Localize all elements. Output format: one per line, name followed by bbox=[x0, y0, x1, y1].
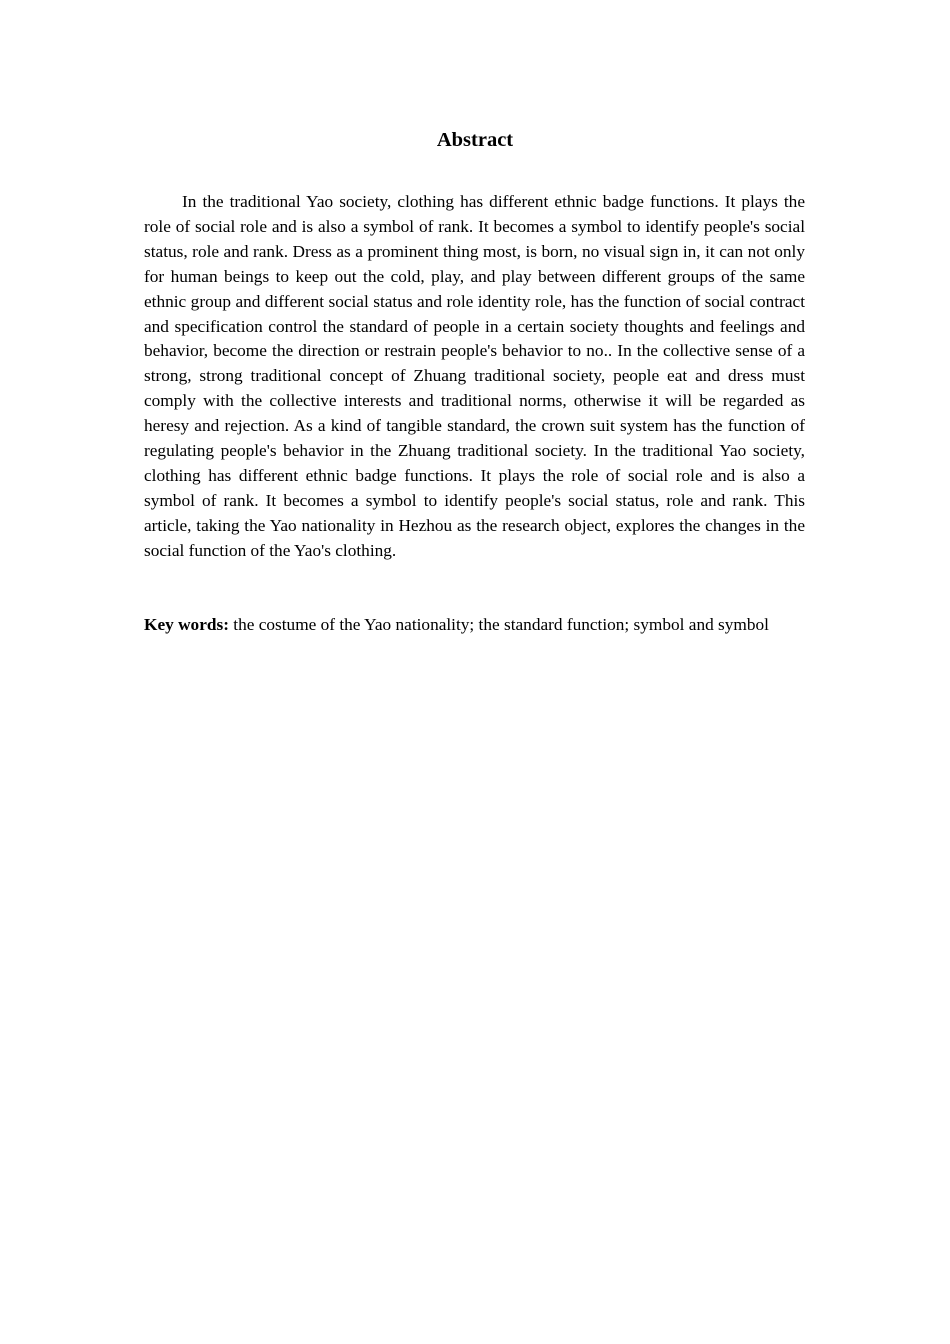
keywords-text: the costume of the Yao nationality; the standard function; symbol and symbol bbox=[228, 615, 769, 634]
page-title: Abstract bbox=[436, 129, 514, 151]
keywords-paragraph bbox=[144, 613, 805, 638]
keywords-label: Key words: bbox=[144, 615, 229, 634]
abstract-paragraph: In the traditional Yao society, clothing has different ethnic badge functions. It plays the role of social role and is also a symbol of rank. It becomes a symbol to identify people's social status, role and rank. Dress as a prominent thing most, is born, no visual sign in, it can not only for human beings to keep out the cold, play, and play between different groups of the same ethnic group and different social status and role identity role, has the function of social contract and specification control the standard of people in a certain society thoughts and feelings and behavior, become the direction or restrain people's behavior to no.. In the collective sense of a strong, strong traditional concept of Zhuang traditional society, people eat and dress must comply with the collective interests and traditional norms, otherwise it will be regarded as heresy and rejection. As a kind of tangible standard, the crown suit system has the function of regulating people's behavior in the Zhuang traditional society. In the traditional Yao society, clothing has different ethnic badge functions. It plays the role of social role and is also a symbol of rank. It becomes a symbol to identify people's social status, role and rank. This article, taking the Yao nationality in Hezhou as the research object, explores the changes in the social function of the Yao's clothing. bbox=[144, 192, 805, 560]
